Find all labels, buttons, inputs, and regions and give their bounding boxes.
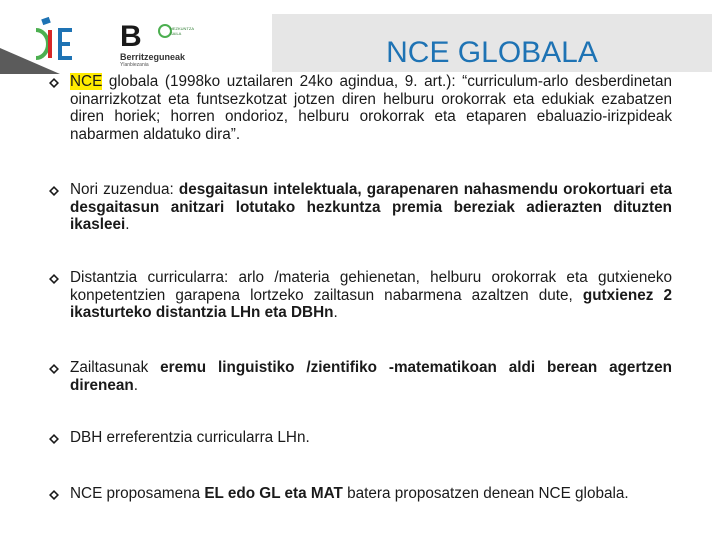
diamond-outline-icon: [48, 432, 60, 444]
text-segment: batera proposatzen denean NCE globala.: [342, 485, 629, 502]
bold-segment: gutxienez 2 ikasturteko distantzia LHn eta DBHn: [70, 286, 672, 321]
text-segment: .: [333, 304, 338, 321]
diamond-outline-icon: [48, 272, 60, 284]
bullet-text: [70, 429, 672, 447]
bullet-text: [70, 181, 672, 234]
berritzeguneak-logo: B HEZKUNTZA SAILA Berritzeguneak Ylanbiezania: [120, 20, 194, 68]
diamond-outline-icon: [48, 184, 60, 196]
left-bar-decoration: [0, 74, 10, 540]
highlighted-segment: NCE: [70, 73, 103, 90]
bullet-text: [70, 73, 672, 143]
bullet-text: [70, 485, 672, 503]
bold-segment: eremu linguistiko /zientifiko -matematikoan aldi berean agertzen direnean: [70, 359, 672, 394]
diamond-outline-icon: [48, 488, 60, 500]
text-segment: DBH erreferentzia curricularra LHn.: [70, 429, 310, 446]
text-segment: .: [125, 216, 130, 233]
text-segment: Nori zuzendua:: [70, 181, 179, 198]
bullet-text: [70, 269, 672, 322]
title-box: [272, 14, 712, 72]
slide-title: NCE GLOBALA: [386, 36, 598, 69]
bullet-text: [70, 359, 672, 394]
text-segment: Zailtasunak: [70, 359, 161, 376]
diamond-outline-icon: [48, 76, 60, 88]
text-segment: NCE proposamena: [70, 485, 205, 502]
text-segment: Distantzia curricularra: arlo /materia gehienetan, helburu orokorrak eta gutxieneko konpetentzien garapena lortzeko zailtasun nabarmena azaltzen dute,: [70, 269, 672, 304]
text-segment: .: [133, 376, 139, 394]
bold-segment: desgaitasun intelektuala, garapenaren nahasmendu orokortuari eta desgaitasun anitzari lotutako hezkuntza premia bereziak adierazten dituzten ikasleei: [70, 181, 672, 233]
bold-segment: EL edo GL eta MAT: [204, 485, 343, 502]
corner-arrow-decoration: [0, 48, 60, 74]
diamond-outline-icon: [48, 362, 60, 374]
slide-header: [0, 0, 720, 74]
text-segment: globala (1998ko uztailaren 24ko agindua, 9. art.): “curriculum-arlo desberdinetan oinarrizkotzat eta funtsezkotzat jotzen diren helburu orokorrak eta edukiak ezabatzen diren horiek; horren ondorioz, helburu orokorrak eta etaparen ebaluazio-irizpideak nabarmen aldatuko dira”.: [70, 73, 672, 143]
